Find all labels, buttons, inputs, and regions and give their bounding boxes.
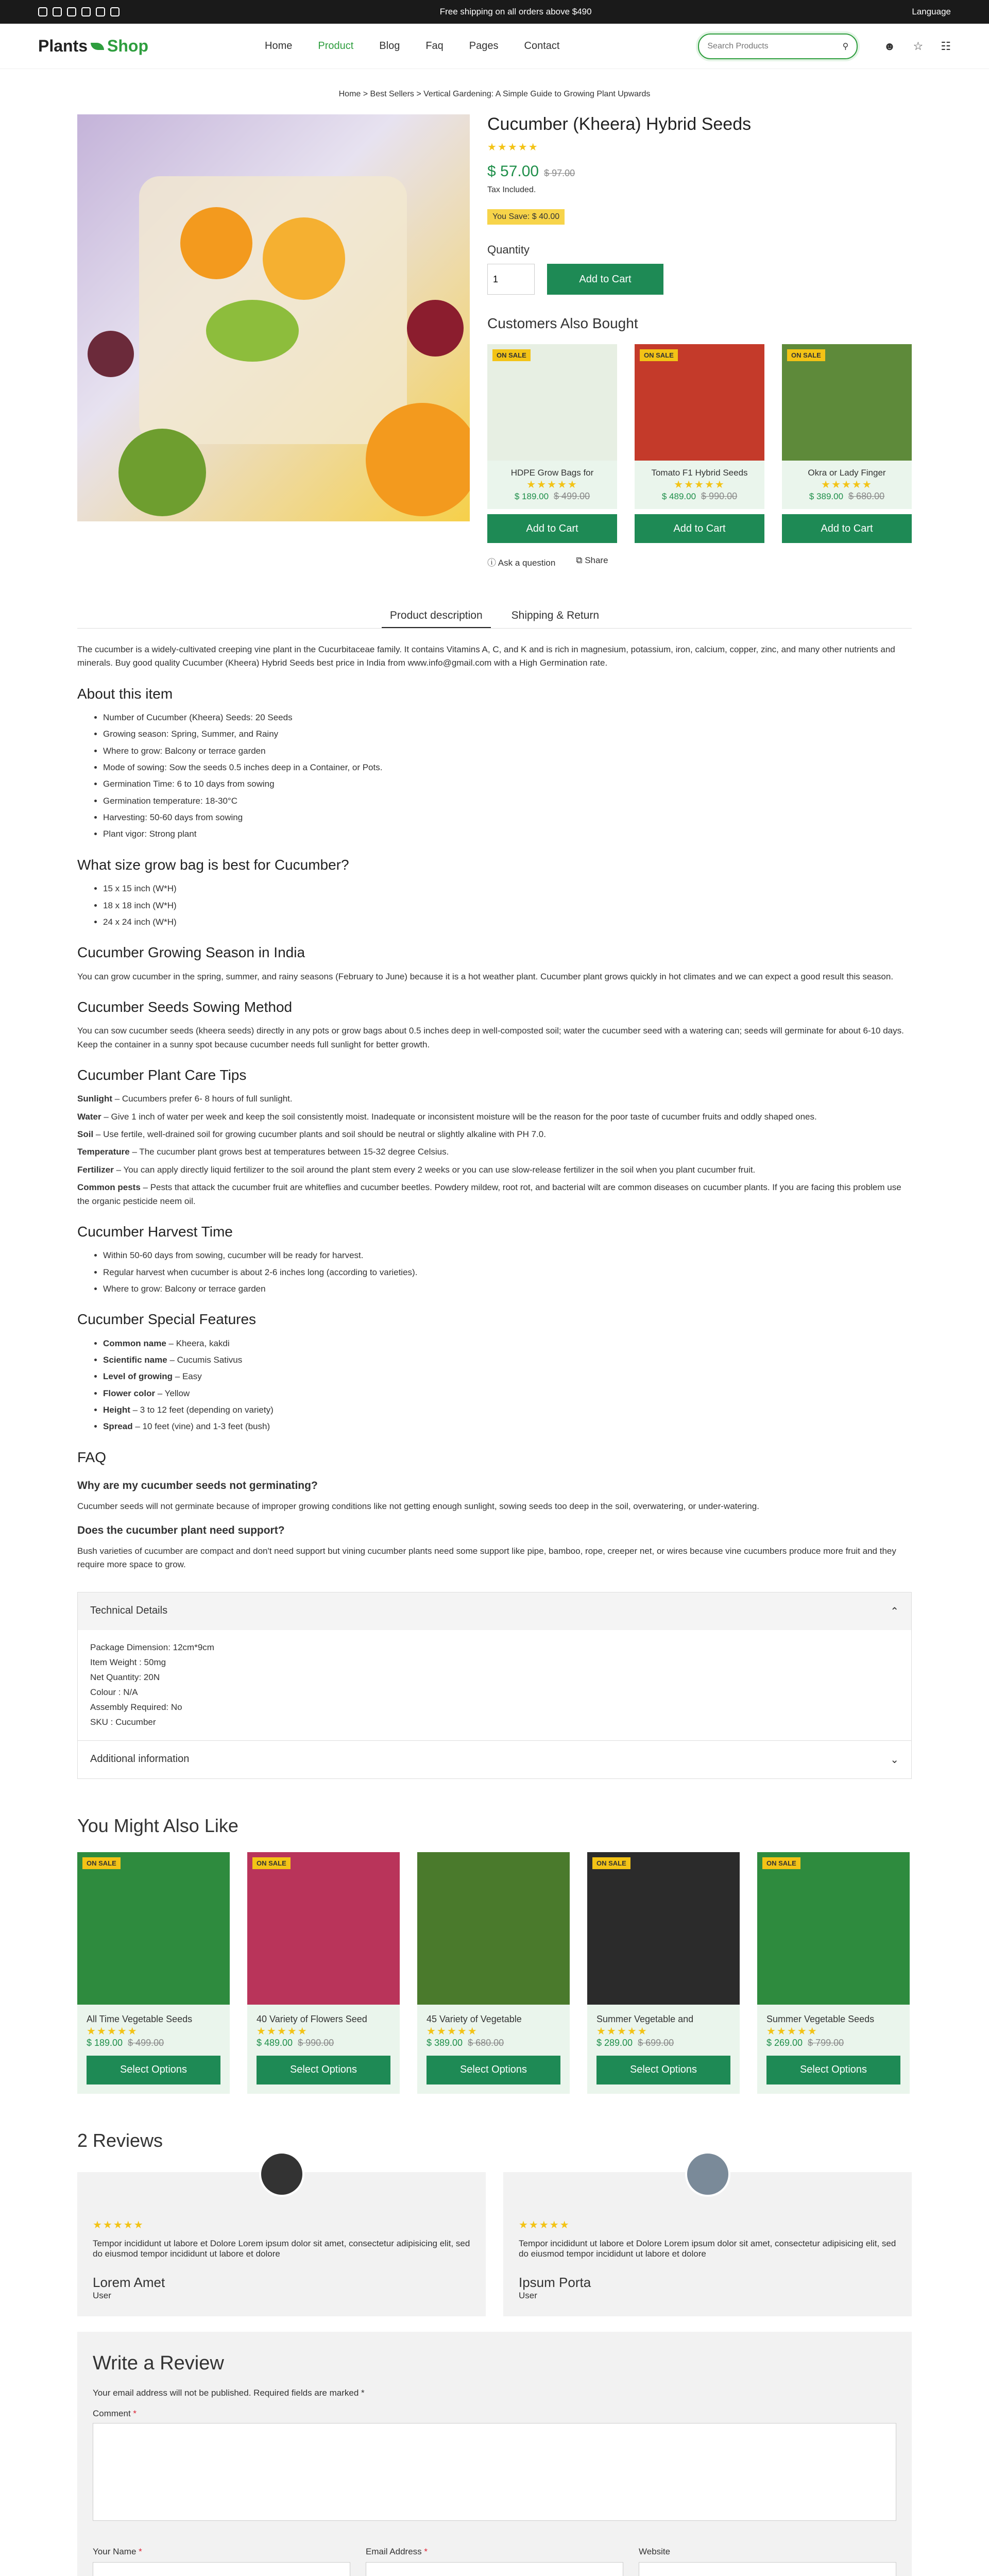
card-price: $ 389.00 bbox=[809, 492, 844, 501]
form-title: Write a Review bbox=[93, 2352, 224, 2374]
detail-line: Net Quantity: 20N bbox=[90, 1672, 160, 1683]
linkedin-icon[interactable] bbox=[81, 7, 91, 16]
price bbox=[487, 163, 912, 180]
list-item: • Mode of sowing: Sow the seeds 0.5 inches deep in a Container, or Pots. bbox=[103, 761, 912, 774]
chevron-down-icon: ⌄ bbox=[890, 1754, 899, 1766]
product-card-name[interactable]: Summer Vegetable Seeds bbox=[766, 2013, 875, 2024]
rating-stars: ★★★★★ bbox=[596, 2025, 648, 2037]
search-icon[interactable]: ⚲ bbox=[842, 42, 849, 51]
detail-line: SKU : Cucumber bbox=[90, 1717, 156, 1727]
sale-badge: ON SALE bbox=[592, 1857, 630, 1869]
list-item: • 15 x 15 inch (W*H) bbox=[103, 882, 912, 895]
nav-blog[interactable]: Blog bbox=[379, 40, 400, 52]
reviewer-role: User bbox=[93, 2290, 111, 2300]
whatsapp-icon[interactable] bbox=[110, 7, 120, 16]
faq-answer: Bush varieties of cucumber are compact and don't need support but vining cucumber plants need some support like pipe, bamboo, rope, creeper net, or wires because vine cucumbers produce more fruit and they require more space to grow. bbox=[77, 1546, 896, 1569]
care-value: – Pests that attack the cucumber fruit are whiteflies and cucumber beetles. Powdery mildew, root rot, and bacterial wilt are common diseases on cucumber plants. If you are facing this problem use the organic pesticide neem oil. bbox=[77, 1182, 901, 1206]
instagram-icon[interactable] bbox=[53, 7, 62, 16]
detail-line: Item Weight : 50mg bbox=[90, 1657, 166, 1668]
about-heading: About this item bbox=[77, 685, 173, 702]
select-options-button[interactable]: Select Options bbox=[596, 2056, 730, 2084]
feature-value: – Easy bbox=[173, 1371, 202, 1382]
feature-key: Level of growing bbox=[103, 1371, 173, 1382]
card-old-price: $ 799.00 bbox=[808, 2037, 844, 2048]
list-item: • Plant vigor: Strong plant bbox=[103, 827, 912, 841]
product-card[interactable] bbox=[587, 1852, 740, 2094]
question-icon: ⓘ bbox=[487, 558, 496, 568]
feature-value: – Kheera, kakdi bbox=[166, 1338, 230, 1348]
feature-key: Scientific name bbox=[103, 1355, 167, 1365]
list-item: • Germination temperature: 18-30°C bbox=[103, 794, 912, 808]
comment-label-text: Comment bbox=[93, 2408, 131, 2418]
card-price: $ 189.00 bbox=[514, 492, 549, 501]
care-key: Sunlight bbox=[77, 1094, 112, 1104]
detail-line: Assembly Required: No bbox=[90, 1702, 182, 1712]
care-item bbox=[77, 1163, 912, 1177]
feature-key: Spread bbox=[103, 1421, 133, 1432]
additional-info-toggle[interactable] bbox=[78, 1740, 911, 1778]
sow-text: You can sow cucumber seeds (kheera seeds) directly in any pots or grow bags about 0.5 inches deep in well-composted soil; water the cucumber seed with a watering can; seeds will germinate for about 6-10 days. Keep the container in a sunny spot because cucumber needs full sunlight for better growth. bbox=[77, 1026, 904, 1049]
sale-badge: ON SALE bbox=[492, 349, 531, 361]
care-item bbox=[77, 1092, 912, 1106]
sale-badge: ON SALE bbox=[82, 1857, 121, 1869]
care-item bbox=[77, 1181, 912, 1208]
reviewer-name: Lorem Amet bbox=[93, 2274, 165, 2290]
rating-stars: ★★★★★ bbox=[674, 479, 725, 490]
detail-line: Package Dimension: 12cm*9cm bbox=[90, 1642, 214, 1653]
feature-value: – 3 to 12 feet (depending on variety) bbox=[130, 1405, 274, 1415]
product-card-name[interactable]: All Time Vegetable Seeds bbox=[87, 2013, 193, 2024]
sale-badge: ON SALE bbox=[787, 349, 825, 361]
product-card-name[interactable]: Summer Vegetable and bbox=[596, 2013, 694, 2024]
select-options-button[interactable]: Select Options bbox=[766, 2056, 900, 2084]
special-list bbox=[103, 1337, 912, 1434]
care-value: – The cucumber plant grows best at temperatures between 15-32 degree Celsius. bbox=[129, 1147, 449, 1157]
bag-list bbox=[103, 882, 912, 929]
share-link[interactable] bbox=[576, 555, 608, 568]
rating-stars: ★★★★★ bbox=[519, 2219, 570, 2231]
quantity-label: Quantity bbox=[487, 243, 530, 256]
feature-key: Height bbox=[103, 1405, 130, 1415]
form-note: Your email address will not be published. Required fields are marked * bbox=[93, 2387, 365, 2398]
details-accordion bbox=[77, 1592, 912, 1778]
list-item: • 18 x 18 inch (W*H) bbox=[103, 899, 912, 912]
main-header bbox=[0, 24, 989, 69]
sow-heading: Cucumber Seeds Sowing Method bbox=[77, 998, 293, 1015]
twitter-icon[interactable] bbox=[67, 7, 76, 16]
ask-share-row bbox=[487, 555, 912, 568]
rating-stars: ★★★★★ bbox=[487, 142, 539, 153]
share-icon: ⧉ bbox=[576, 555, 583, 565]
card-old-price: $ 680.00 bbox=[468, 2037, 504, 2048]
logo-text-plants: Plants bbox=[38, 37, 88, 55]
card-price: $ 489.00 bbox=[257, 2037, 293, 2048]
list-item: • Where to grow: Balcony or terrace garden bbox=[103, 1282, 912, 1296]
product-card[interactable] bbox=[77, 1852, 230, 2094]
add-to-cart-button[interactable]: Add to Cart bbox=[547, 264, 663, 295]
list-item: • Where to grow: Balcony or terrace garden bbox=[103, 744, 912, 758]
care-key: Water bbox=[77, 1111, 101, 1122]
nav-pages[interactable]: Pages bbox=[469, 40, 499, 52]
list-item bbox=[103, 1353, 912, 1367]
care-item bbox=[77, 1128, 912, 1141]
comment-textarea[interactable] bbox=[93, 2423, 896, 2521]
card-old-price: $ 699.00 bbox=[638, 2037, 674, 2048]
care-key: Temperature bbox=[77, 1147, 130, 1157]
rating-stars: ★★★★★ bbox=[526, 479, 578, 490]
reviews-section bbox=[0, 2130, 989, 2316]
old-price: $ 97.00 bbox=[544, 168, 575, 178]
logo[interactable] bbox=[38, 37, 265, 56]
savings-badge: You Save: $ 40.00 bbox=[487, 209, 565, 225]
sale-badge: ON SALE bbox=[762, 1857, 800, 1869]
breadcrumb[interactable]: Home > Best Sellers > Vertical Gardening: A Simple Guide to Growing Plant Upwards bbox=[338, 90, 651, 98]
website-field-wrap bbox=[639, 2547, 896, 2576]
add-to-cart-button[interactable]: Add to Cart bbox=[487, 514, 617, 543]
rating-stars: ★★★★★ bbox=[87, 2025, 138, 2037]
search-box bbox=[698, 33, 858, 59]
language-select[interactable]: Language bbox=[912, 7, 951, 16]
product-card[interactable] bbox=[635, 344, 764, 543]
care-value: – You can apply directly liquid fertilizer to the soil around the plant stem every 2 weeks or you can use slow-release fertilizer in the soil when you plant cucumber fruit. bbox=[113, 1164, 756, 1175]
section-title: You Might Also Like bbox=[77, 1815, 238, 1836]
list-item bbox=[103, 1420, 912, 1433]
feature-value: – Yellow bbox=[155, 1388, 190, 1398]
technical-details-body bbox=[78, 1630, 911, 1740]
ask-question-link[interactable] bbox=[487, 555, 555, 568]
list-item bbox=[103, 1403, 912, 1417]
rating-stars: ★★★★★ bbox=[257, 2025, 308, 2037]
rating-stars: ★★★★★ bbox=[427, 2025, 478, 2037]
write-review-form bbox=[77, 2332, 912, 2576]
reviewer-name: Ipsum Porta bbox=[519, 2274, 591, 2290]
card-price: $ 289.00 bbox=[596, 2037, 633, 2048]
nav-product[interactable]: Product bbox=[318, 40, 354, 52]
feature-value: – 10 feet (vine) and 1-3 feet (bush) bbox=[132, 1421, 270, 1432]
review-card bbox=[77, 2172, 486, 2316]
add-to-cart-button[interactable]: Add to Cart bbox=[635, 514, 764, 543]
nav-contact[interactable]: Contact bbox=[524, 40, 560, 52]
website-label: Website bbox=[639, 2546, 671, 2556]
care-value: – Use fertile, well-drained soil for growing cucumber plants and soil should be neutral or slightly alkaline with PH 7.0. bbox=[93, 1129, 546, 1140]
leaf-icon bbox=[91, 43, 104, 50]
bag-heading: What size grow bag is best for Cucumber? bbox=[77, 856, 349, 873]
rating-stars: ★★★★★ bbox=[821, 479, 873, 490]
tab-product-description[interactable]: Product description bbox=[382, 604, 491, 628]
social-links bbox=[38, 7, 120, 16]
search-input[interactable] bbox=[707, 42, 826, 51]
list-item bbox=[103, 1370, 912, 1383]
reviews-list bbox=[77, 2172, 912, 2316]
detail-line: Colour : N/A bbox=[90, 1687, 138, 1697]
product-card-name[interactable]: HDPE Grow Bags for bbox=[510, 468, 594, 478]
care-value: – Cucumbers prefer 6- 8 hours of full sunlight. bbox=[112, 1094, 293, 1104]
star-icon[interactable]: ☆ bbox=[913, 39, 924, 53]
comment-label bbox=[93, 2409, 896, 2419]
care-key: Soil bbox=[77, 1129, 94, 1140]
tab-shipping-return[interactable]: Shipping & Return bbox=[511, 609, 600, 621]
faq-question: Does the cucumber plant need support? bbox=[77, 1524, 285, 1537]
avatar bbox=[685, 2151, 730, 2197]
faq-heading: FAQ bbox=[77, 1449, 107, 1465]
reviews-title: 2 Reviews bbox=[77, 2129, 163, 2151]
shipping-notice: Free shipping on all orders above $490 bbox=[439, 7, 592, 16]
rating-stars: ★★★★★ bbox=[93, 2219, 144, 2231]
product-image bbox=[77, 114, 470, 521]
sale-badge: ON SALE bbox=[640, 349, 678, 361]
facebook-icon[interactable] bbox=[38, 7, 47, 16]
product-card[interactable] bbox=[487, 344, 617, 543]
reviewer-role: User bbox=[519, 2290, 537, 2300]
avatar bbox=[259, 2151, 304, 2197]
email-field[interactable] bbox=[366, 2562, 623, 2576]
list-item: • Within 50-60 days from sowing, cucumber will be ready for harvest. bbox=[103, 1249, 912, 1262]
season-heading: Cucumber Growing Season in India bbox=[77, 944, 305, 961]
about-list bbox=[103, 711, 912, 841]
nav-faq[interactable]: Faq bbox=[425, 40, 444, 52]
product-card-name[interactable]: Okra or Lady Finger bbox=[808, 468, 886, 478]
list-item: • Number of Cucumber (Kheera) Seeds: 20 Seeds bbox=[103, 711, 912, 724]
accordion-title: Technical Details bbox=[90, 1605, 168, 1617]
card-old-price: $ 499.00 bbox=[554, 491, 590, 501]
card-price: $ 269.00 bbox=[766, 2037, 803, 2048]
product-card-name[interactable]: 45 Variety of Vegetable bbox=[427, 2013, 522, 2024]
header-icons bbox=[883, 40, 951, 53]
related-products bbox=[77, 1852, 912, 2094]
email-field-wrap bbox=[366, 2547, 623, 2576]
product-card[interactable] bbox=[417, 1852, 570, 2094]
care-key: Common pests bbox=[77, 1182, 141, 1193]
product-card[interactable] bbox=[247, 1852, 400, 2094]
required-mark: * bbox=[133, 2408, 137, 2418]
list-item: • Growing season: Spring, Summer, and Rainy bbox=[103, 727, 912, 741]
list-item: • Regular harvest when cucumber is about 2-6 inches long (according to varieties). bbox=[103, 1266, 912, 1279]
customers-also-bought-title: Customers Also Bought bbox=[487, 315, 638, 331]
current-price: $ 57.00 bbox=[487, 163, 539, 180]
care-key: Fertilizer bbox=[77, 1164, 114, 1175]
rating-stars: ★★★★★ bbox=[766, 2025, 818, 2037]
required-mark: * bbox=[139, 2546, 142, 2556]
chevron-up-icon: ⌃ bbox=[890, 1606, 899, 1618]
select-options-button[interactable]: Select Options bbox=[427, 2056, 560, 2084]
ask-label: Ask a question bbox=[498, 558, 556, 568]
quantity-input[interactable] bbox=[487, 264, 535, 295]
share-label: Share bbox=[585, 555, 608, 565]
tax-note: Tax Included. bbox=[487, 185, 536, 194]
add-to-cart-button[interactable]: Add to Cart bbox=[782, 514, 912, 543]
harvest-heading: Cucumber Harvest Time bbox=[77, 1223, 233, 1240]
list-item bbox=[103, 1337, 912, 1350]
review-card bbox=[503, 2172, 912, 2316]
product-section bbox=[0, 114, 989, 568]
technical-details-toggle[interactable] bbox=[78, 1592, 911, 1630]
feature-value: – Cucumis Sativus bbox=[167, 1355, 243, 1365]
quantity-row bbox=[487, 264, 912, 295]
care-value: – Give 1 inch of water per week and keep the soil consistently moist. Inadequate or inconsistent moisture will be the reason for the poor taste of cucumber fruits and oddly shaped ones. bbox=[101, 1111, 817, 1122]
feature-key: Flower color bbox=[103, 1388, 156, 1398]
care-item bbox=[77, 1145, 912, 1159]
review-text: Tempor incididunt ut labore et Dolore Lorem ipsum dolor sit amet, consectetur adipisicing elit, sed do eiusmod tempor incididunt ut labore et dolore bbox=[519, 2238, 896, 2259]
select-options-button[interactable]: Select Options bbox=[257, 2056, 390, 2084]
intro-text: The cucumber is a widely-cultivated creeping vine plant in the Cucurbitaceae family. It contains Vitamins A, C, and K and is rich in magnesium, potassium, iron, calcium, copper, zinc, and many other nutrients and minerals. Buy good quality Cucumber (Kheera) Hybrid Seeds best price in India from www.info@gmail.com with a High Germination rate. bbox=[77, 645, 895, 668]
faq-question: Why are my cucumber seeds not germinating? bbox=[77, 1480, 318, 1492]
product-tabs bbox=[77, 604, 912, 629]
card-price: $ 489.00 bbox=[661, 492, 696, 501]
cart-icon[interactable]: ☷ bbox=[941, 39, 951, 53]
special-heading: Cucumber Special Features bbox=[77, 1311, 257, 1328]
email-label: Email Address bbox=[366, 2546, 422, 2556]
review-text: Tempor incididunt ut labore et Dolore Lorem ipsum dolor sit amet, consectetur adipisicing elit, sed do eiusmod tempor incididunt ut labore et dolore bbox=[93, 2238, 470, 2259]
care-heading: Cucumber Plant Care Tips bbox=[77, 1067, 247, 1083]
user-icon[interactable]: ☻ bbox=[883, 39, 896, 53]
product-card[interactable] bbox=[782, 344, 912, 543]
harvest-list bbox=[103, 1249, 912, 1296]
name-field-wrap bbox=[93, 2547, 350, 2576]
website-field[interactable] bbox=[639, 2562, 896, 2576]
card-old-price: $ 499.00 bbox=[128, 2037, 164, 2048]
name-field[interactable] bbox=[93, 2562, 350, 2576]
feature-key: Common name bbox=[103, 1338, 166, 1348]
nav-home[interactable]: Home bbox=[265, 40, 293, 52]
list-item: • Germination Time: 6 to 10 days from sowing bbox=[103, 777, 912, 791]
card-price: $ 189.00 bbox=[87, 2037, 123, 2048]
product-info bbox=[487, 114, 912, 568]
list-item: • Harvesting: 50-60 days from sowing bbox=[103, 811, 912, 824]
sale-badge: ON SALE bbox=[252, 1857, 291, 1869]
product-card-name[interactable]: 40 Variety of Flowers Seed bbox=[257, 2013, 367, 2024]
accordion-title: Additional information bbox=[90, 1753, 190, 1765]
product-card[interactable] bbox=[757, 1852, 910, 2094]
product-description bbox=[0, 643, 989, 1571]
product-title: Cucumber (Kheera) Hybrid Seeds bbox=[487, 114, 752, 134]
care-item bbox=[77, 1110, 912, 1124]
you-might-also-like bbox=[0, 1815, 989, 2094]
required-mark: * bbox=[424, 2546, 428, 2556]
faq-answer: Cucumber seeds will not germinate because of improper growing conditions like not getting enough sunlight, sowing seeds too deep in the soil, overwatering, or under-watering. bbox=[77, 1501, 759, 1511]
card-old-price: $ 990.00 bbox=[701, 491, 738, 501]
card-old-price: $ 990.00 bbox=[298, 2037, 334, 2048]
list-item bbox=[103, 1387, 912, 1400]
youtube-icon[interactable] bbox=[96, 7, 105, 16]
customers-also-bought bbox=[487, 344, 912, 543]
top-bar bbox=[0, 0, 989, 24]
card-price: $ 389.00 bbox=[427, 2037, 463, 2048]
list-item: • 24 x 24 inch (W*H) bbox=[103, 916, 912, 929]
season-text: You can grow cucumber in the spring, summer, and rainy seasons (February to June) because it is a hot weather plant. Cucumber plant grows quickly in hot climates and we can expect a good result this season. bbox=[77, 971, 894, 981]
logo-text-shop: Shop bbox=[107, 37, 149, 55]
name-label: Your Name bbox=[93, 2546, 137, 2556]
card-old-price: $ 680.00 bbox=[848, 491, 885, 501]
select-options-button[interactable]: Select Options bbox=[87, 2056, 220, 2084]
input-row bbox=[93, 2547, 896, 2576]
product-card-name[interactable]: Tomato F1 Hybrid Seeds bbox=[651, 468, 748, 478]
main-nav bbox=[265, 40, 698, 52]
